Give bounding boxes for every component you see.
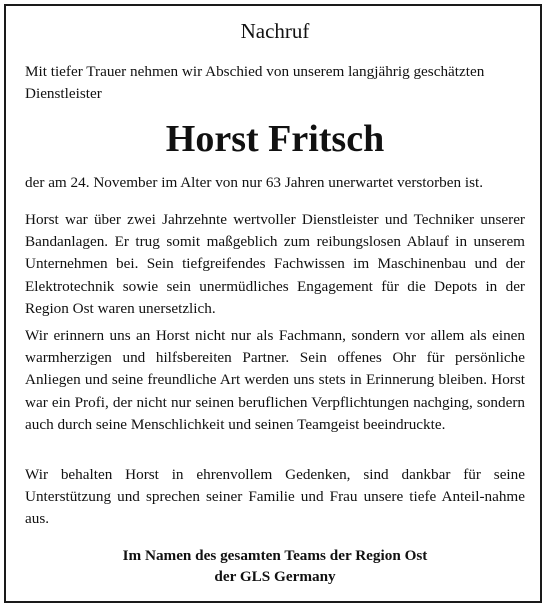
intro-text: Mit tiefer Trauer nehmen wir Abschied von unserem langjährig geschätzten Dienstleister: [25, 63, 485, 103]
signature-block: [0, 545, 550, 587]
deceased-name: Horst Fritsch: [165, 118, 385, 160]
paragraph-career: Horst war über zwei Jahrzehnte wertvoller Dienstleister und Techniker unserer Bandanlagen. Er trug somit maßgeblich zum reibungslosen Ablauf in unserem Unternehmen bei. Sein tiefgreifendes Fachwissen im Maschinenbau und der Elektrotechnik sowie sein unermüdliches Engagement für die Depots in der Region Ost waren unersetzlich.: [25, 211, 525, 317]
signature-line-team: Im Namen des gesamten Teams der Region Ost: [122, 547, 428, 564]
notice-heading: Nachruf: [240, 19, 310, 43]
death-line: der am 24. November im Alter von nur 63 Jahren unerwartet verstorben ist.: [25, 174, 484, 191]
signature-line-company: der GLS Germany: [214, 568, 336, 585]
paragraph-memories: Wir erinnern uns an Horst nicht nur als Fachmann, sondern vor allem als einen warmherzigen und hilfsbereiten Partner. Sein offenes Ohr für persönliche Anliegen und seine freundliche Art werden uns stets in Erinnerung bleiben. Horst war ein Profi, der nicht nur seinen beruflichen Verpflichtungen nachging, sondern auch durch seine Menschlichkeit und seinen Teamgeist beeindruckte.: [25, 327, 525, 433]
paragraph-condolences: Wir behalten Horst in ehrenvollem Gedenken, sind dankbar für seine Unterstützung und sprechen seiner Familie und Frau unsere tiefe Anteil-nahme aus.: [25, 466, 525, 528]
